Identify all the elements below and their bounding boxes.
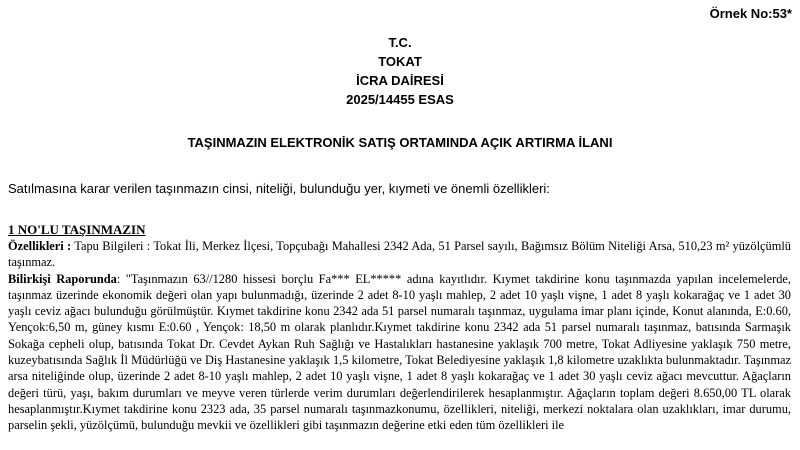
report-text: : "Taşınmazın 63//1280 hissesi borçlu Fa*** EL***** adına kayıtlıdır. Kıymet takdirine konu taşınmazda yapılan incelemelerde, taşınmaz üzerinde ekonomik değeri olan yapı bulunmadığı, üzerinde 2 adet 8-10 yaşlı mahlep, 2 adet 10 yaşlı vişne, 1 adet 8 yaşlı kokarağaç ve 1 adet 30 yaşlı ceviz ağacı bulunduğu görülmüştür. Kıymet takdirine konu 2342 ada 51 parsel numaralı taşınmaz, uygulama imar planı içinde, Konut alanında, E:0.60, Yençok:6,50 m, güney kısmı E:0.60 , Yençok: 18,50 m olarak planlıdır.Kıymet takdirine konu 2342 ada 51 parsel numaralı taşınmaz, batısında Sarmaşık Sokağa cepheli olup, batısında Tokat Dr. Cevdet Aykan Ruh Sağlığı ve Hastalıkları hastanesine yaklaşık 700 metre, Tokat Adliyesine yaklaşık 750 metre, kuzeybatısında Sağlık İl Müdürlüğü ve Diş Hastanesine yaklaşık 1,5 kilometre, Tokat Belediyesine yaklaşık 1,8 kilometre uzaklıkta bulunmaktadır. Taşınmaz arsa niteliğinde olup, üzerinde 2 adet 8-10 yaşlı mahlep, 2 adet 10 yaşlı vişne, 1 adet 8 yaşlı kokarağaç ve 1 adet 30 yaşlı ceviz ağacı mevcuttur. Ağaçların değeri türü, yaşı, bakım durumları ve meyve veren türlerde verim durumları değerlendirilerek hesaplanmıştır. Ağaçların toplam değeri 8.650,00 TL olarak hesaplanmıştır.Kıymet takdirine konu 2323 ada, 35 parsel numaralı taşınmazkonumu, özellikleri, niteliği, merkezi noktalara olan uzaklıkları, imar durumu, parselin şekli, yüzölçümü, bulunduğu mevkii ve özellikleri gibi taşınmazın değerine etki eden tüm özellikleri ile [8,271,791,433]
features-label: Özellikleri : [8,239,72,253]
property-section [8,221,791,434]
features-text: Tapu Bilgileri : Tokat İli, Merkez İlçesi, Topçubağı Mahallesi 2342 Ada, 51 Parsel sayılı, Bağımsız Bölüm Niteliği Arsa, 510,23 m² yüzölçümlü taşınmaz. [8,239,791,270]
header-line-city: TOKAT [378,54,422,69]
header-line-case-number: 2025/14455 ESAS [346,92,454,107]
sample-number: Örnek No:53* [709,6,792,21]
header-line-tc: T.C. [388,35,412,50]
document-header [0,33,800,109]
report-paragraph [8,271,791,434]
report-label: Bilirkişi Raporunda [8,271,117,286]
document-title: TAŞINMAZIN ELEKTRONİK SATIŞ ORTAMINDA AÇIK ARTIRMA İLANI [187,135,613,150]
features-paragraph [8,238,791,271]
header-line-office: İCRA DAİRESİ [356,73,444,88]
intro-text: Satılmasına karar verilen taşınmazın cinsi, niteliği, bulunduğu yer, kıymeti ve önemli özellikleri: [8,181,550,196]
section-title: 1 NO'LU TAŞINMAZIN [8,222,146,237]
